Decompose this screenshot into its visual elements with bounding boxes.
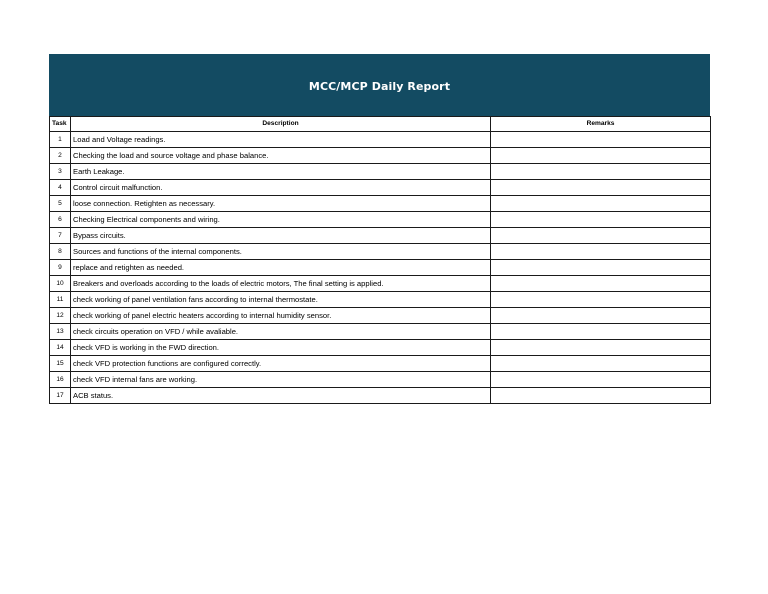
table-row <box>50 132 711 148</box>
description-cell: Earth Leakage. <box>71 164 491 180</box>
remarks-cell[interactable] <box>491 132 711 148</box>
table-row <box>50 244 711 260</box>
table-row <box>50 340 711 356</box>
column-header-description: Description <box>71 117 491 132</box>
description-cell: replace and retighten as needed. <box>71 260 491 276</box>
description-cell: check VFD protection functions are configured correctly. <box>71 356 491 372</box>
description-cell: check circuits operation on VFD / while avaliable. <box>71 324 491 340</box>
description-cell: Sources and functions of the internal components. <box>71 244 491 260</box>
task-number-cell: 9 <box>50 260 71 276</box>
remarks-cell[interactable] <box>491 308 711 324</box>
report-table <box>49 116 711 404</box>
description-cell: check VFD is working in the FWD direction. <box>71 340 491 356</box>
remarks-cell[interactable] <box>491 244 711 260</box>
remarks-cell[interactable] <box>491 196 711 212</box>
task-number-cell: 1 <box>50 132 71 148</box>
table-row <box>50 388 711 404</box>
description-cell: check working of panel electric heaters according to internal humidity sensor. <box>71 308 491 324</box>
remarks-cell[interactable] <box>491 356 711 372</box>
task-number-cell: 10 <box>50 276 71 292</box>
description-cell: ACB status. <box>71 388 491 404</box>
description-cell: check working of panel ventilation fans according to internal thermostate. <box>71 292 491 308</box>
description-cell: Checking the load and source voltage and phase balance. <box>71 148 491 164</box>
column-header-task: Task <box>50 117 71 132</box>
task-number-cell: 14 <box>50 340 71 356</box>
task-number-cell: 2 <box>50 148 71 164</box>
task-number-cell: 13 <box>50 324 71 340</box>
report-title: MCC/MCP Daily Report <box>308 79 451 93</box>
task-number-cell: 8 <box>50 244 71 260</box>
remarks-cell[interactable] <box>491 388 711 404</box>
description-cell: Load and Voltage readings. <box>71 132 491 148</box>
description-cell: Bypass circuits. <box>71 228 491 244</box>
description-cell: Breakers and overloads according to the loads of electric motors, The final setting is applied. <box>71 276 491 292</box>
table-row <box>50 308 711 324</box>
task-number-cell: 12 <box>50 308 71 324</box>
table-row <box>50 276 711 292</box>
remarks-cell[interactable] <box>491 292 711 308</box>
description-cell: Control circuit malfunction. <box>71 180 491 196</box>
task-number-cell: 15 <box>50 356 71 372</box>
task-number-cell: 16 <box>50 372 71 388</box>
report-header-banner <box>49 54 710 116</box>
table-row <box>50 212 711 228</box>
remarks-cell[interactable] <box>491 372 711 388</box>
remarks-cell[interactable] <box>491 324 711 340</box>
table-header-row <box>50 117 711 132</box>
table-row <box>50 180 711 196</box>
task-number-cell: 11 <box>50 292 71 308</box>
table-row <box>50 196 711 212</box>
table-row <box>50 292 711 308</box>
task-number-cell: 6 <box>50 212 71 228</box>
remarks-cell[interactable] <box>491 340 711 356</box>
task-number-cell: 7 <box>50 228 71 244</box>
remarks-cell[interactable] <box>491 212 711 228</box>
column-header-remarks: Remarks <box>491 117 711 132</box>
table-row <box>50 148 711 164</box>
report-sheet <box>49 54 710 404</box>
description-cell: loose connection. Retighten as necessary. <box>71 196 491 212</box>
table-row <box>50 164 711 180</box>
table-row <box>50 324 711 340</box>
task-number-cell: 5 <box>50 196 71 212</box>
table-row <box>50 372 711 388</box>
remarks-cell[interactable] <box>491 148 711 164</box>
remarks-cell[interactable] <box>491 260 711 276</box>
task-number-cell: 3 <box>50 164 71 180</box>
remarks-cell[interactable] <box>491 276 711 292</box>
task-number-cell: 17 <box>50 388 71 404</box>
description-cell: check VFD internal fans are working. <box>71 372 491 388</box>
remarks-cell[interactable] <box>491 228 711 244</box>
task-number-cell: 4 <box>50 180 71 196</box>
remarks-cell[interactable] <box>491 180 711 196</box>
description-cell: Checking Electrical components and wiring. <box>71 212 491 228</box>
remarks-cell[interactable] <box>491 164 711 180</box>
table-row <box>50 260 711 276</box>
table-row <box>50 228 711 244</box>
table-row <box>50 356 711 372</box>
